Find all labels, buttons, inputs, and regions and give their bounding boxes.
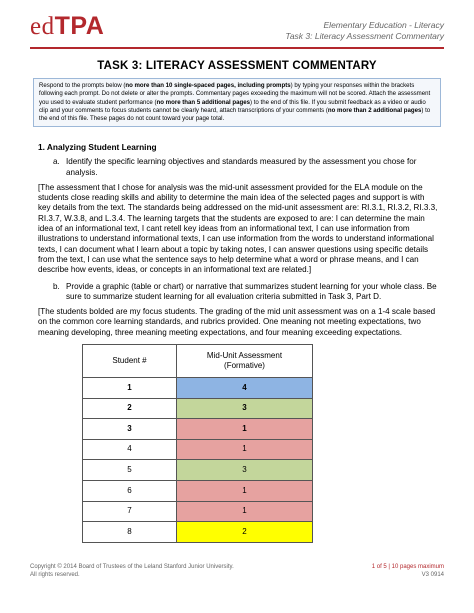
header-line-1: Elementary Education - Literacy: [323, 20, 444, 30]
table-row: [83, 522, 313, 543]
footer-copyright: [30, 563, 234, 579]
prompt-a: [53, 157, 438, 178]
version-text: V3 0914: [421, 572, 444, 578]
table-row: [83, 481, 313, 502]
response-a[interactable]: [The assessment that I chose for analysis was the mid-unit assessment provided for the ELA module on the students close reading skills and ability to determine the main idea of the selected pages and support is with key details from the text. The standards being addressed on the mid-unit assessment are: RI.3.1, RI.3.2, RI.3.3, RI.3.7, W.3.8, and L.3.4. The learning targets that the students are exposed to are: I can determine the main idea of an informational text, I cant retell key ideas from an informational text, I can use information from illustrations to understand informational texts, I can use information from the words to understand informational texts, I can document what I learn about a topic by taking notes, I can answer questions using specific details from the text, I can use what the sentence says to help determine what a word or phrase means, and I can describe how events, ideas, or concepts in an informational text are related.]: [38, 182, 438, 275]
table-row: [83, 398, 313, 419]
header-subject: [285, 20, 444, 42]
rights-text: All rights reserved.: [30, 572, 80, 578]
score-cell: 3: [177, 460, 313, 481]
instructions-bold-1: no more than 10 single-spaced pages, including prompts: [125, 82, 291, 89]
instructions-text-3: ) to the end of this file. If you submit feedback as a video or audio clip and your comments to focus students cannot be clearly heard, attach transcriptions of your comments (: [39, 98, 426, 114]
header-assessment: [177, 345, 313, 378]
copyright-text: Copyright © 2014 Board of Trustees of the Leland Stanford Junior University.: [30, 564, 234, 570]
prompt-a-letter: a.: [53, 157, 60, 167]
student-cell: 1: [83, 378, 177, 399]
table-row: [83, 419, 313, 440]
student-cell: 7: [83, 501, 177, 522]
logo-tpa-text: TPA: [54, 12, 105, 40]
score-cell: 1: [177, 481, 313, 502]
score-cell: 3: [177, 398, 313, 419]
prompt-b-text: Provide a graphic (table or chart) or narrative that summarizes student learning for your whole class. Be sure to summarize student learning for all evaluation criteria submitted in Task 3, Part D.: [66, 281, 437, 301]
instructions-text-1: Respond to the prompts below (: [39, 82, 126, 89]
score-cell: 4: [177, 378, 313, 399]
prompt-a-text: Identify the specific learning objectives and standards measured by the assessment you chose for analysis.: [66, 157, 417, 177]
footer-page-info: [372, 563, 444, 579]
student-cell: 3: [83, 419, 177, 440]
commentary-content: [38, 142, 438, 543]
student-cell: 2: [83, 398, 177, 419]
instructions-box: [33, 78, 441, 127]
score-cell: 2: [177, 522, 313, 543]
header-line-2: Task 3: Literacy Assessment Commentary: [285, 31, 444, 41]
table-header-row: [83, 345, 313, 378]
page-count: 1 of 5 | 10 pages maximum: [371, 564, 444, 570]
header-assessment-line-1: Mid-Unit Assessment: [206, 351, 283, 361]
table-row: [83, 378, 313, 399]
score-cell: 1: [177, 501, 313, 522]
score-cell: 1: [177, 419, 313, 440]
table-row: [83, 439, 313, 460]
student-cell: 4: [83, 439, 177, 460]
response-b[interactable]: [The students bolded are my focus students. The grading of the mid unit assessment was on a 1-4 scale based on the common core learning standards, and rubrics provided. One meaning not meeting expectations, two meaning developing, three meaning meeting expectations, and four meaning exceeding expectations.: [38, 307, 436, 337]
instructions-text-2: ) by typing your responses within the brackets following each prompt. Do not delete or alter the prompts. Commentary pages exceeding the maximum will not be scored. Attach the assessment you used to evaluate student performance (: [39, 82, 431, 106]
header-divider: [30, 47, 444, 49]
student-cell: 5: [83, 460, 177, 481]
logo-ed-text: ed: [30, 13, 55, 40]
assessment-table: [82, 344, 313, 543]
page-title: TASK 3: LITERACY ASSESSMENT COMMENTARY: [97, 60, 377, 72]
prompt-b: [53, 282, 438, 303]
student-cell: 8: [83, 522, 177, 543]
table-row: [83, 501, 313, 522]
header-student: Student #: [83, 345, 177, 378]
student-cell: 6: [83, 481, 177, 502]
header-assessment-line-2: (Formative): [224, 361, 265, 371]
instructions-bold-2: no more than 5 additional pages: [156, 98, 250, 106]
edtpa-logo: [30, 12, 104, 41]
page-header: [30, 10, 444, 50]
section-heading: 1. Analyzing Student Learning: [38, 142, 157, 152]
table-row: [83, 460, 313, 481]
score-cell: 1: [177, 439, 313, 460]
instructions-bold-3: no more than 2 additional pages: [327, 106, 422, 114]
prompt-b-letter: b.: [53, 281, 60, 291]
instructions-text-4: ) to the end of this file. These pages do not count toward your page total.: [39, 106, 431, 123]
